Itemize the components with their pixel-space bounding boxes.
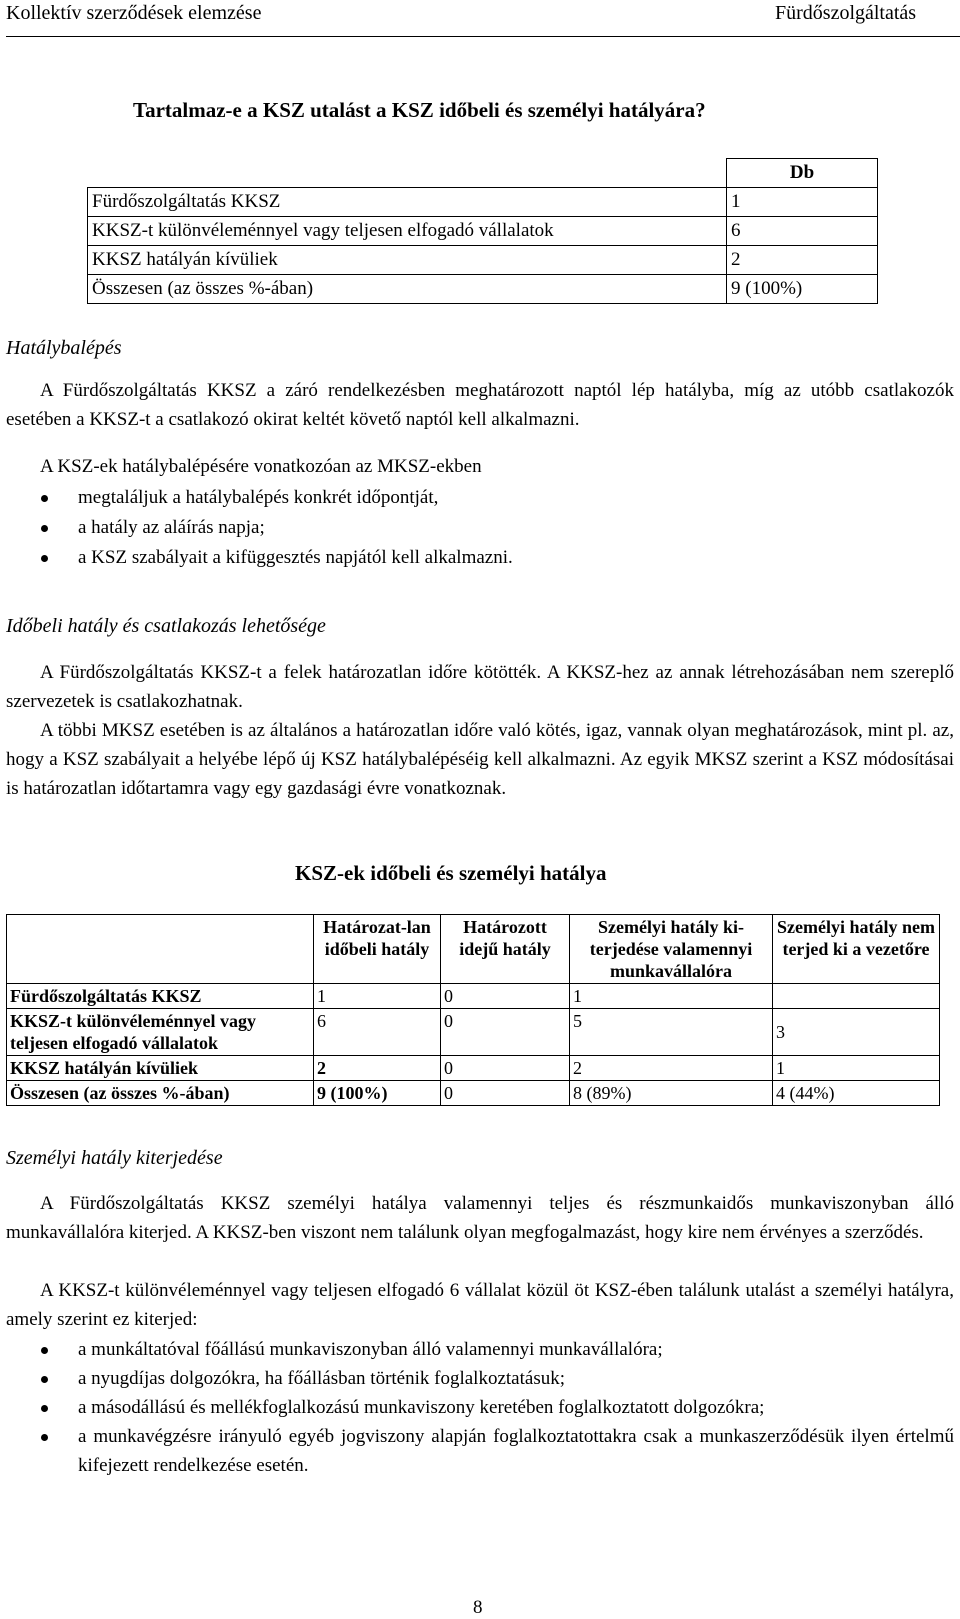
list-item: a nyugdíjas dolgozókra, ha főállásban történik foglalkoztatásuk;	[6, 1364, 954, 1393]
table-cell: 0	[441, 1056, 570, 1081]
table-cell: 1	[773, 1056, 940, 1081]
table-header-cell: Személyi hatály ki-terjedése valamennyi munkavállalóra	[570, 915, 773, 984]
table-cell: 6	[314, 1009, 441, 1056]
table-empty-corner	[88, 159, 727, 188]
table-row	[88, 217, 878, 246]
table-cell: 2	[570, 1056, 773, 1081]
table-header-db: Db	[727, 159, 878, 188]
table-row-label: KKSZ hatályán kívüliek	[7, 1056, 314, 1081]
table-row-value: 6	[727, 217, 878, 246]
table-row-label: KKSZ hatályán kívüliek	[88, 246, 727, 275]
table-header-cell: Határozott idejű hatály	[441, 915, 570, 984]
table-cell: 0	[441, 984, 570, 1009]
bullet-list	[6, 483, 954, 573]
table-header-cell: Személyi hatály nem terjed ki a vezetőre	[773, 915, 940, 984]
table-row-value: 9 (100%)	[727, 275, 878, 304]
section-heading-szemelyi-hataly: Személyi hatály kiterjedése	[6, 1147, 223, 1169]
table-row	[88, 188, 878, 217]
table-row-label: KKSZ-t különvéleménnyel vagy teljesen elfogadó vállalatok	[88, 217, 727, 246]
table-cell: 5	[570, 1009, 773, 1056]
hataly-table	[6, 914, 940, 1106]
summary-table	[87, 158, 878, 304]
running-header-title: Kollektív szerződések elemzése	[6, 2, 262, 24]
table-cell: 1	[570, 984, 773, 1009]
paragraph: A többi MKSZ esetében is az általános a határozatlan időre való kötés, igaz, vannak olyan meghatározások, mint pl. az, hogy a KSZ szabályait a helyébe lépő új KSZ hatálybalépéséig kell alkalmazni. Az egyik MKSZ szerint a KSZ módosításai is határozatlan időtartamra vagy egy gazdasági évre vonatkoznak.	[6, 720, 954, 799]
table-row-label: Fürdőszolgáltatás KKSZ	[7, 984, 314, 1009]
bullet-list	[6, 1335, 954, 1480]
table-cell: 3	[773, 1009, 940, 1056]
table-cell: 2	[314, 1056, 441, 1081]
table-row-value: 1	[727, 188, 878, 217]
paragraph: A KSZ-ek hatálybalépésére vonatkozóan az MKSZ-ekben	[40, 456, 482, 477]
section-heading-hatalybalepes: Hatálybalépés	[6, 337, 122, 359]
list-item: a munkáltatóval főállású munkaviszonyban álló valamennyi munkavállalóra;	[6, 1335, 954, 1364]
list-item: a KSZ szabályait a kifüggesztés napjától kell alkalmazni.	[6, 543, 954, 573]
paragraph: A KKSZ-t különvéleménnyel vagy teljesen elfogadó 6 vállalat közül öt KSZ-ében találunk utalást a személyi hatályra, amely szerint ez kiterjed:	[6, 1280, 954, 1330]
list-item: megtaláljuk a hatálybalépés konkrét időpontját,	[6, 483, 954, 513]
table-cell: 8 (89%)	[570, 1081, 773, 1106]
table-row-label: Fürdőszolgáltatás KKSZ	[88, 188, 727, 217]
table-row	[7, 984, 940, 1009]
table-row	[88, 275, 878, 304]
list-item: a munkavégzésre irányuló egyéb jogviszony alapján foglalkoztatottakra csak a munkaszerződésük ilyen értelmű kifejezett rendelkezése esetén.	[6, 1422, 954, 1480]
table-row	[7, 1056, 940, 1081]
table-cell: 4 (44%)	[773, 1081, 940, 1106]
table-header-row	[88, 159, 878, 188]
table-cell: 0	[441, 1081, 570, 1106]
paragraph: A Fürdőszolgáltatás KKSZ személyi hatálya valamennyi teljes és részmunkaidős munkaviszonyban álló munkavállalóra kiterjed. A KKSZ-ben viszont nem találunk olyan megfogalmazást, hogy kire nem érvényes a szerződés.	[6, 1193, 954, 1243]
running-header-chapter: Fürdőszolgáltatás	[775, 2, 917, 24]
table-row-label: Összesen (az összes %-ában)	[7, 1081, 314, 1106]
table-row-value: 2	[727, 246, 878, 275]
table-header-row	[7, 915, 940, 984]
section-heading-idobeli-hataly: Időbeli hatály és csatlakozás lehetősége	[6, 615, 326, 637]
table-row	[7, 1081, 940, 1106]
table-row-label: KKSZ-t különvéleménnyel vagy teljesen elfogadó vállalatok	[7, 1009, 314, 1056]
table-row	[88, 246, 878, 275]
page-number: 8	[473, 1597, 483, 1618]
table-header-cell	[7, 915, 314, 984]
table-header-cell: Határozat-lan időbeli hatály	[314, 915, 441, 984]
paragraph: A Fürdőszolgáltatás KKSZ-t a felek határozatlan időre kötötték. A KKSZ-hez az annak létrehozásában nem szereplő szervezetek is csatlakozhatnak.	[6, 662, 954, 712]
table-cell: 0	[441, 1009, 570, 1056]
paragraph: A Fürdőszolgáltatás KKSZ a záró rendelkezésben meghatározott naptól lép hatályba, míg az utóbb csatlakozók esetében a KKSZ-t a csatlakozó okirat keltét követő naptól kell alkalmazni.	[6, 380, 954, 430]
header-rule	[6, 36, 960, 37]
table-row-label: Összesen (az összes %-ában)	[88, 275, 727, 304]
list-item: a másodállású és mellékfoglalkozású munkaviszony keretében foglalkoztatott dolgozókra;	[6, 1393, 954, 1422]
table-title: KSZ-ek időbeli és személyi hatálya	[295, 861, 607, 885]
table-cell: 1	[314, 984, 441, 1009]
list-item: a hatály az aláírás napja;	[6, 513, 954, 543]
table-row	[7, 1009, 940, 1056]
question-title: Tartalmaz-e a KSZ utalást a KSZ időbeli és személyi hatályára?	[133, 98, 706, 122]
table-cell	[773, 984, 940, 1009]
table-cell: 9 (100%)	[314, 1081, 441, 1106]
